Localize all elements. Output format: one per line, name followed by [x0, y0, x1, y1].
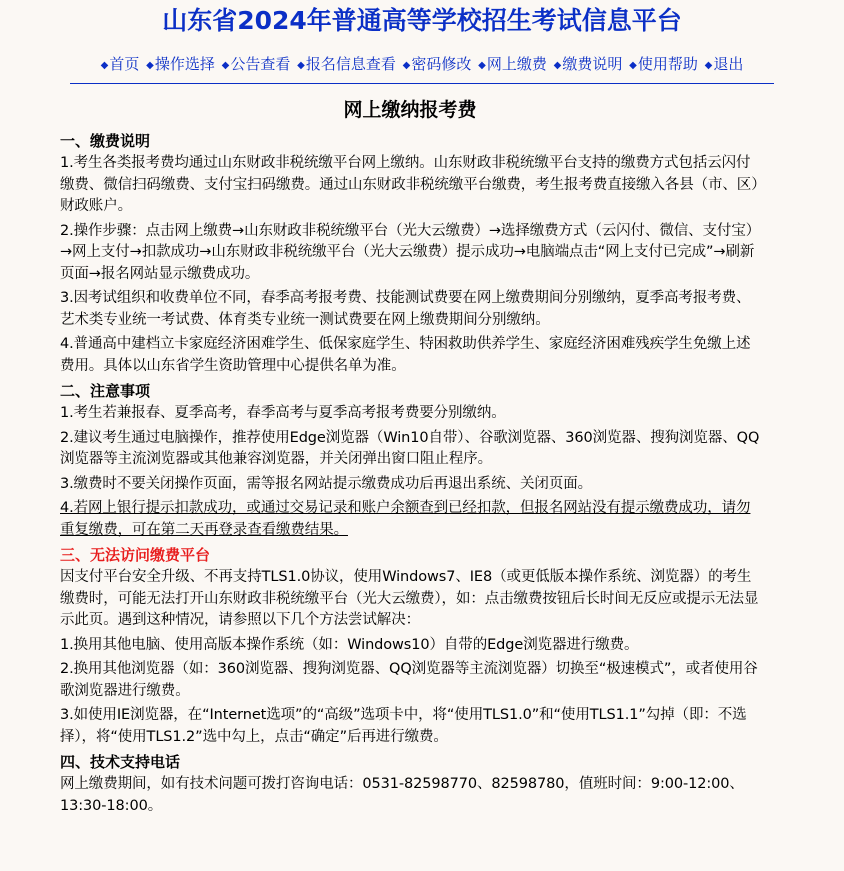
underlined-paragraph — [60, 498, 760, 541]
page-title: 网上缴纳报考费 — [343, 99, 477, 121]
section-heading-cannot-access: 三、无法访问缴费平台 — [60, 546, 211, 564]
paragraph: 因支付平台安全升级、不再支持TLS1.0协议，使用Windows7、IE8（或更低版本操作系统、浏览器）的考生缴费时，可能无法打开山东财政非税统缴平台（光大云缴费），如：点击缴费按钮后长时间无反应或提示无法显示此页。遇到这种情况，请参照以下几个方法尝试解决： — [60, 569, 759, 628]
nav-link-payment-instructions[interactable] — [554, 55, 623, 73]
paragraph: 2.操作步骤：点击网上缴费→山东财政非税统缴平台（光大云缴费）→选择缴费方式（云闪付、微信、支付宝）→网上支付→扣款成功→山东财政非税统缴平台（光大云缴费）提示成功→电脑端点击“网上支付已完成”→刷新页面→报名网站显示缴费成功。 — [60, 222, 755, 282]
paragraph: 4.普通高中建档立卡家庭经济困难学生、低保家庭学生、特困救助供养学生、家庭经济困难残疾学生免缴上述费用。具体以山东省学生资助管理中心提供名单为准。 — [60, 336, 751, 374]
diamond-bullet-icon: ◆ — [221, 60, 230, 71]
diamond-bullet-icon: ◆ — [402, 60, 411, 71]
paragraph: 2.建议考生通过电脑操作，推荐使用Edge浏览器（Win10自带）、谷歌浏览器、360浏览器、搜狗浏览器、QQ浏览器等主流浏览器或其他兼容浏览器，并关闭弹出窗口阻止程序。 — [60, 429, 760, 467]
top-nav — [0, 54, 844, 76]
diamond-bullet-icon: ◆ — [478, 60, 486, 71]
nav-link-label: 报名信息查看 — [305, 55, 396, 73]
diamond-bullet-icon: ◆ — [704, 60, 713, 71]
main-content — [60, 98, 760, 820]
diamond-bullet-icon: ◆ — [297, 60, 305, 71]
section-heading-tech-support: 四、技术支持电话 — [60, 753, 181, 771]
paragraph: 3.如使用IE浏览器，在“Internet选项”的“高级”选项卡中，将“使用TLS1.0”和“使用TLS1.1”勾掉（即：不选择），将“使用TLS1.2”选中勾上，点击“确定”后再进行缴费。 — [60, 707, 747, 745]
paragraph: 3.缴费时不要关闭操作页面，需等报名网站提示缴费成功后再退出系统、关闭页面。 — [60, 475, 593, 492]
nav-link-label: 密码修改 — [411, 55, 472, 73]
nav-link-label: 操作选择 — [154, 55, 215, 73]
paragraph: 网上缴费期间，如有技术问题可拨打咨询电话：0531-82598770、82598780，值班时间：9:00-12:00、13:30-18:00。 — [60, 776, 744, 814]
paragraph: 3.因考试组织和收费单位不同，春季高考报考费、技能测试费要在网上缴费期间分别缴纳，夏季高考报考费、艺术类专业统一考试费、体育类专业统一测试费要在网上缴费期间分别缴纳。 — [60, 290, 751, 328]
nav-link-change-password[interactable] — [403, 55, 472, 73]
nav-link-label: 公告查看 — [230, 55, 291, 73]
header-divider — [70, 83, 774, 84]
nav-link-logout[interactable] — [705, 55, 744, 73]
site-title: 山东省2024年普通高等学校招生考试信息平台 — [162, 6, 682, 35]
diamond-bullet-icon: ◆ — [100, 60, 109, 71]
nav-link-label: 缴费说明 — [562, 55, 623, 73]
diamond-bullet-icon: ◆ — [146, 60, 154, 71]
underlined-text: 4.若网上银行提示扣款成功，或通过交易记录和账户余额查到已经扣款，但报名网站没有提示缴费成功，请勿重复缴费，可在第二天再登录查看缴费结果。 — [60, 500, 751, 538]
nav-link-label: 首页 — [109, 55, 140, 73]
nav-link-label: 网上缴费 — [486, 55, 547, 73]
paragraph: 1.考生各类报考费均通过山东财政非税统缴平台网上缴纳。山东财政非税统缴平台支持的缴费方式包括云闪付缴费、微信扫码缴费、支付宝扫码缴费。通过山东财政非税统缴平台缴费，考生报考费直接缴入各县（市、区）财政账户。 — [60, 155, 759, 214]
diamond-bullet-icon: ◆ — [553, 60, 562, 71]
diamond-bullet-icon: ◆ — [629, 60, 637, 71]
nav-link-announcements[interactable] — [222, 55, 291, 73]
paragraph: 1.考生若兼报春、夏季高考，春季高考与夏季高考报考费要分别缴纳。 — [60, 405, 506, 421]
nav-link-registration-info[interactable] — [297, 55, 396, 73]
nav-link-label: 使用帮助 — [637, 55, 698, 73]
nav-link-online-payment[interactable] — [478, 55, 547, 73]
paragraph: 1.换用其他电脑、使用高版本操作系统（如：Windows10）自带的Edge浏览器进行缴费。 — [60, 636, 639, 653]
nav-link-operation-select[interactable] — [146, 55, 215, 73]
paragraph: 2.换用其他浏览器（如：360浏览器、搜狗浏览器、QQ浏览器等主流浏览器）切换至“极速模式”，或者使用谷歌浏览器进行缴费。 — [60, 661, 758, 699]
nav-link-home[interactable] — [101, 55, 140, 73]
nav-link-label: 退出 — [713, 55, 744, 73]
section-heading-precautions: 二、注意事项 — [60, 382, 151, 400]
nav-link-help[interactable] — [629, 55, 698, 73]
section-heading-payment-notes: 一、缴费说明 — [60, 132, 151, 150]
